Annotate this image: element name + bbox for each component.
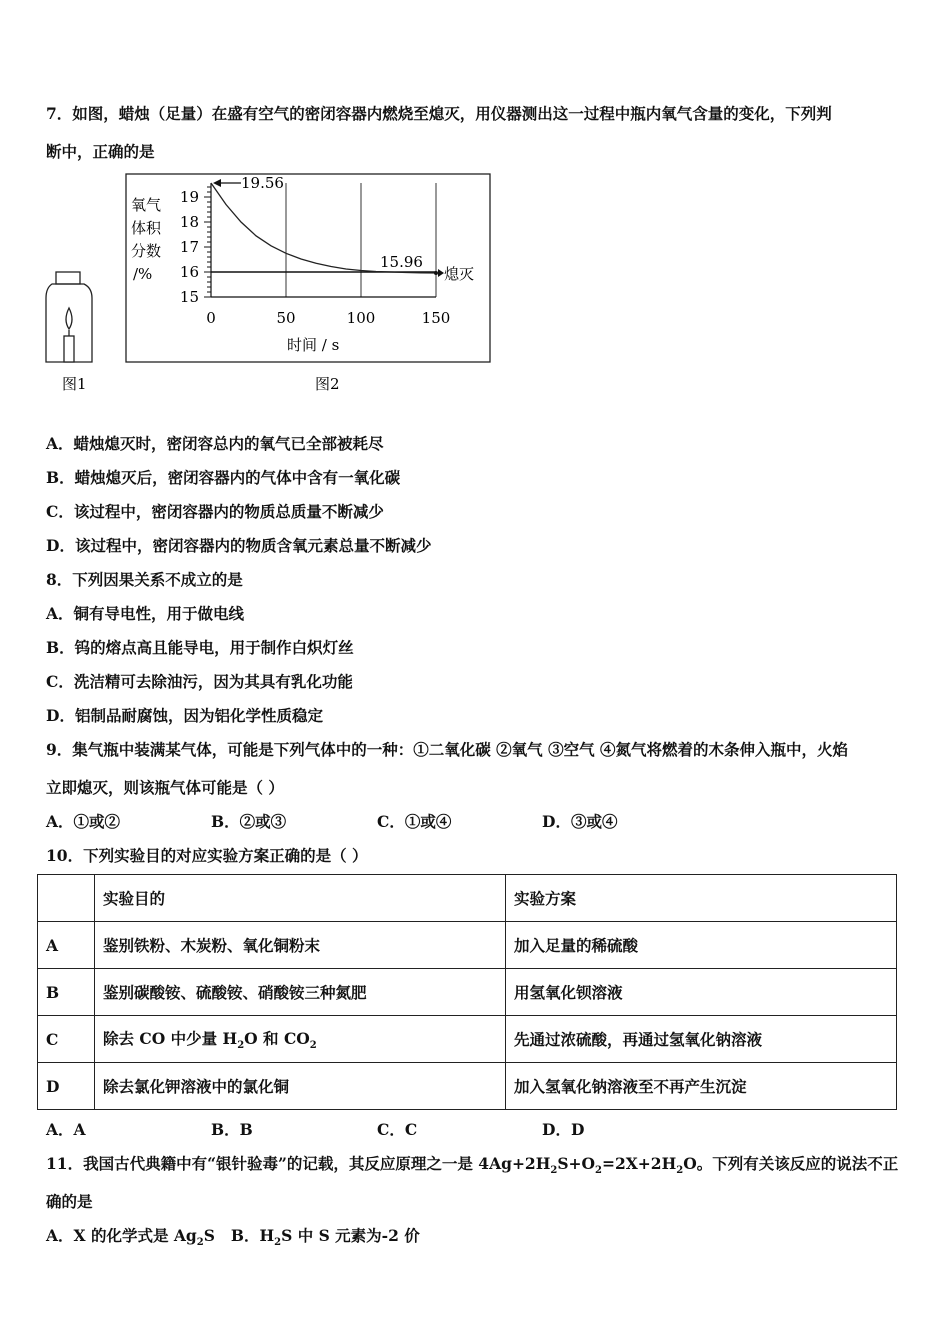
q9-option-c: C．①或④ bbox=[377, 812, 452, 831]
subscript: 2 bbox=[237, 1040, 245, 1052]
row-purpose bbox=[95, 1016, 506, 1063]
subscript: 2 bbox=[274, 1237, 282, 1249]
header-cell-plan: 实验方案 bbox=[506, 875, 897, 922]
q11-options-line bbox=[46, 1224, 420, 1248]
x-tick-label: 150 bbox=[421, 309, 451, 327]
row-label: A bbox=[38, 922, 95, 969]
q11-stem-line2: 确的是 bbox=[46, 1192, 93, 1211]
q7-stem-line2: 断中，正确的是 bbox=[46, 142, 155, 161]
row-label: B bbox=[38, 969, 95, 1016]
header-cell-purpose: 实验目的 bbox=[95, 875, 506, 922]
q9-stem-line1: 9．集气瓶中装满某气体，可能是下列气体中的一种：①二氧化碳 ②氧气 ③空气 ④氮气将燃着的木条伸入瓶中，火焰 bbox=[46, 740, 848, 759]
q9-option-d: D．③或④ bbox=[542, 812, 618, 831]
option-text: B．H bbox=[230, 1226, 275, 1245]
q7-option-d: D．该过程中，密闭容器内的物质含氧元素总量不断减少 bbox=[46, 536, 432, 555]
ylabel-line-3: 分数 bbox=[131, 242, 162, 260]
y-tick-label: 16 bbox=[179, 263, 199, 281]
ylabel-line-1: 氧气 bbox=[131, 196, 162, 214]
option-text: S bbox=[203, 1226, 215, 1245]
q8-option-d: D．铝制品耐腐蚀，因为铝化学性质稳定 bbox=[46, 706, 323, 725]
chart-axes bbox=[211, 183, 436, 297]
subscript: 2 bbox=[309, 1040, 317, 1052]
x-tick-label: 0 bbox=[206, 309, 216, 327]
purpose-text-1: 除去 CO 中少量 H bbox=[103, 1028, 238, 1048]
row-plan: 先通过浓硫酸，再通过氢氧化钠溶液 bbox=[506, 1016, 897, 1063]
row-plan: 加入氢氧化钠溶液至不再产生沉淀 bbox=[506, 1063, 897, 1110]
option-text: S 中 S 元素为-2 价 bbox=[281, 1226, 420, 1245]
chart-annotations bbox=[213, 174, 474, 283]
header-cell-label bbox=[38, 875, 95, 922]
annotation-start-value: 19.56 bbox=[241, 174, 284, 192]
q10-option-b: B．B bbox=[211, 1120, 253, 1139]
q7-figure bbox=[0, 0, 950, 400]
y-tick-label: 15 bbox=[179, 288, 199, 306]
q11-text-4: O。下列有关该反应的说法不正 bbox=[683, 1154, 899, 1173]
ylabel-line-4: /% bbox=[133, 265, 153, 283]
q7-option-a: A．蜡烛熄灭时，密闭容总内的氧气已全部被耗尽 bbox=[46, 434, 384, 453]
row-plan: 用氢氧化钡溶液 bbox=[506, 969, 897, 1016]
x-tick-label: 50 bbox=[276, 309, 296, 327]
y-tick-label: 18 bbox=[179, 213, 199, 231]
q10-table bbox=[37, 874, 897, 1110]
q9-option-a: A．①或② bbox=[46, 812, 121, 831]
q8-option-c: C．洗洁精可去除油污，因为其具有乳化功能 bbox=[46, 672, 353, 691]
q11-stem-line1 bbox=[46, 1152, 898, 1176]
annotation-extinguish-label: 熄灭 bbox=[444, 265, 475, 283]
q7-option-b: B．蜡烛熄灭后，密闭容器内的气体中含有一氧化碳 bbox=[46, 468, 401, 487]
option-text: A．X 的化学式是 Ag bbox=[46, 1226, 197, 1245]
x-tick-label: 100 bbox=[346, 309, 376, 327]
candle-bottle-illustration bbox=[46, 272, 92, 362]
chart-grid bbox=[211, 183, 436, 297]
row-purpose: 除去氯化钾溶液中的氯化铜 bbox=[95, 1063, 506, 1110]
row-label: C bbox=[38, 1016, 95, 1063]
q10-stem: 10．下列实验目的对应实验方案正确的是（ ） bbox=[46, 846, 368, 865]
row-label: D bbox=[38, 1063, 95, 1110]
annotation-end-point bbox=[434, 271, 438, 275]
table-row bbox=[38, 922, 897, 969]
subscript: 2 bbox=[196, 1237, 204, 1249]
table-row bbox=[38, 1063, 897, 1110]
q7-stem-line1: 7．如图，蜡烛（足量）在盛有空气的密闭容器内燃烧至熄灭，用仪器测出这一过程中瓶内氧气含量的变化，下列判 bbox=[46, 104, 832, 123]
q8-option-a: A．铜有导电性，用于做电线 bbox=[46, 604, 245, 623]
q11-text-1: 11．我国古代典籍中有“银针验毒”的记载，其反应原理之一是 4Ag+2H bbox=[46, 1154, 551, 1173]
q11-text-3: =2X+2H bbox=[602, 1154, 677, 1173]
chart-xlabel: 时间 / s bbox=[287, 336, 340, 354]
subscript: 2 bbox=[595, 1165, 602, 1177]
q11-option-b bbox=[230, 1226, 420, 1249]
q8-option-b: B．钨的熔点高且能导电，用于制作白炽灯丝 bbox=[46, 638, 354, 657]
subscript: 2 bbox=[550, 1165, 558, 1177]
q10-option-d: D．D bbox=[542, 1120, 585, 1139]
q11-text-2: S+O bbox=[557, 1154, 596, 1173]
q10-option-c: C．C bbox=[377, 1120, 418, 1139]
purpose-text-2: O 和 CO bbox=[244, 1028, 310, 1048]
q9-stem-line2: 立即熄灭，则该瓶气体可能是（ ） bbox=[46, 778, 284, 797]
table-header-row bbox=[38, 875, 897, 922]
q11-option-a bbox=[46, 1226, 215, 1249]
fig1-label: 图1 bbox=[62, 375, 87, 393]
row-purpose: 鉴别铁粉、木炭粉、氧化铜粉末 bbox=[95, 922, 506, 969]
annotation-end-value: 15.96 bbox=[380, 253, 423, 271]
q9-option-b: B．②或③ bbox=[211, 812, 287, 831]
row-purpose: 鉴别碳酸铵、硫酸铵、硝酸铵三种氮肥 bbox=[95, 969, 506, 1016]
q8-stem: 8．下列因果关系不成立的是 bbox=[46, 570, 243, 589]
fig2-label: 图2 bbox=[315, 375, 340, 393]
row-plan: 加入足量的稀硫酸 bbox=[506, 922, 897, 969]
table-row bbox=[38, 969, 897, 1016]
ylabel-line-2: 体积 bbox=[131, 219, 162, 237]
y-tick-label: 19 bbox=[179, 188, 199, 206]
annotation-arrowhead-start bbox=[213, 179, 221, 187]
chart-ylabel bbox=[131, 196, 162, 283]
y-tick-label: 17 bbox=[179, 238, 199, 256]
subscript: 2 bbox=[676, 1165, 684, 1177]
q7-option-c: C．该过程中，密闭容器内的物质总质量不断减少 bbox=[46, 502, 384, 521]
table-row bbox=[38, 1016, 897, 1063]
q10-option-a: A．A bbox=[46, 1120, 86, 1139]
